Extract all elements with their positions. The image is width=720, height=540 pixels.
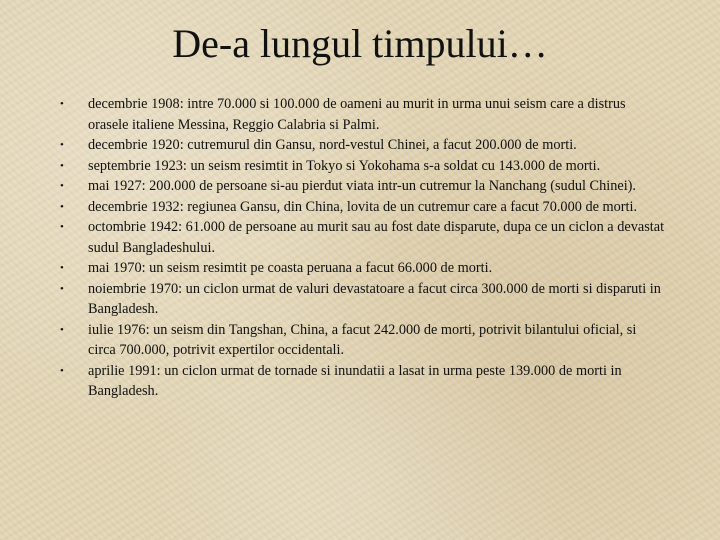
event-text: decembrie 1920: cutremurul din Gansu, nord-vestul Chinei, a facut 200.000 de morti. (88, 137, 577, 153)
event-text: decembrie 1908: intre 70.000 si 100.000 de oameni au murit in urma unui seism care a distrus orasele italiene Messina, Reggio Calabria si Palmi. (88, 96, 626, 133)
event-text: septembrie 1923: un seism resimtit in Tokyo si Yokohama s-a soldat cu 143.000 de morti. (88, 157, 601, 174)
bullet-icon: • (60, 98, 64, 110)
event-text: aprilie 1991: un ciclon urmat de tornade si inundatii a lasat in urma peste 139.000 de morti in Bangladesh. (88, 362, 622, 399)
list-item (60, 217, 665, 258)
list-item (60, 156, 665, 177)
bullet-icon: • (60, 139, 64, 151)
bullet-icon: • (60, 180, 64, 192)
bullet-icon: • (60, 221, 64, 233)
bullet-icon: • (60, 159, 64, 172)
list-item (60, 320, 665, 361)
bullet-icon: • (60, 364, 64, 377)
list-item (60, 135, 665, 156)
event-text: noiembrie 1970: un ciclon urmat de valuri devastatoare a facut circa 300.000 de morti si disparuti in Bangladesh. (88, 280, 661, 317)
list-item (60, 176, 665, 197)
bullet-icon: • (60, 200, 64, 213)
event-text: octombrie 1942: 61.000 de persoane au murit sau au fost date disparute, dupa ce un ciclon a devastat sudul Bangladeshului. (88, 219, 665, 256)
bullet-icon: • (60, 262, 64, 274)
event-list (60, 94, 665, 402)
list-item (60, 94, 665, 135)
list-item (60, 361, 665, 402)
bullet-icon: • (60, 282, 64, 295)
event-text: decembrie 1932: regiunea Gansu, din China, lovita de un cutremur care a facut 70.000 de morti. (88, 198, 638, 215)
list-item (60, 197, 665, 218)
list-item (60, 258, 665, 279)
event-text: iulie 1976: un seism din Tangshan, China, a facut 242.000 de morti, potrivit bilantului oficial, si circa 700.000, potrivit expertilor occidentali. (88, 321, 637, 358)
event-text: mai 1970: un seism resimtit pe coasta peruana a facut 66.000 de morti. (88, 260, 493, 276)
list-item (60, 279, 665, 320)
event-text: mai 1927: 200.000 de persoane si-au pierdut viata intr-un cutremur la Nanchang (sudul Chinei). (88, 178, 637, 194)
bullet-icon: • (60, 323, 64, 336)
slide-title: De-a lungul timpului… (172, 21, 548, 66)
